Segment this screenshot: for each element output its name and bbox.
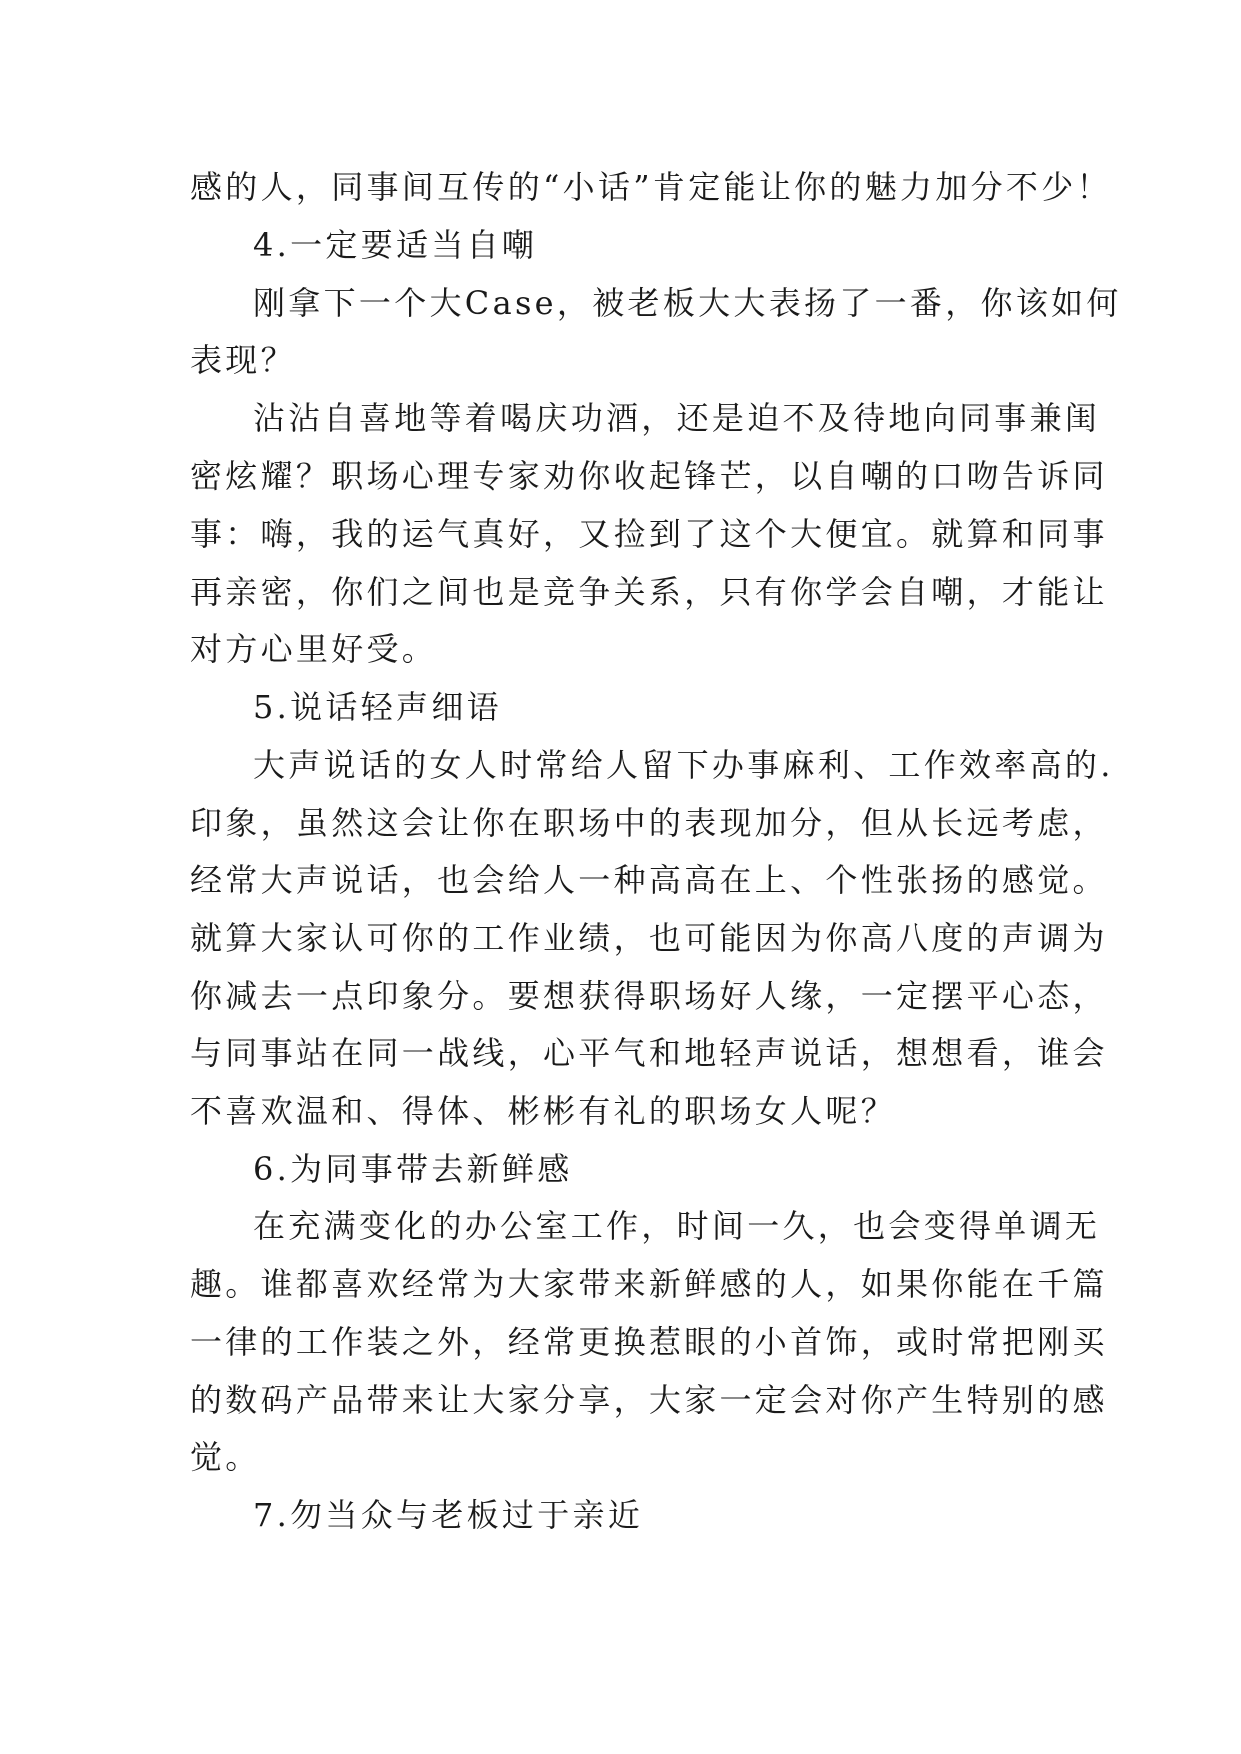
section-heading: 6.为同事带去新鲜感 — [253, 1150, 573, 1188]
paragraph-line: 再亲密，你们之间也是竞争关系，只有你学会自嘲，才能让 — [190, 573, 1108, 611]
paragraph-line: 与同事站在同一战线，心平气和地轻声说话，想想看，谁会 — [190, 1034, 1108, 1072]
paragraph-line: 沾沾自喜地等着喝庆功酒，还是迫不及待地向同事兼闺 — [253, 399, 1101, 437]
paragraph-line: 表现？ — [190, 341, 296, 379]
paragraph-line: 感的人，同事间互传的“小话”肯定能让你的魅力加分不少！ — [190, 168, 1112, 206]
paragraph-line: 的数码产品带来让大家分享，大家一定会对你产生特别的感 — [190, 1381, 1108, 1419]
section-heading: 5.说话轻声细语 — [253, 688, 502, 726]
paragraph-line: 不喜欢温和、得体、彬彬有礼的职场女人呢？ — [190, 1092, 897, 1130]
paragraph-line: 经常大声说话，也会给人一种高高在上、个性张扬的感觉。 — [190, 861, 1108, 899]
paragraph-line: 觉。 — [190, 1438, 261, 1476]
paragraph-line: 在充满变化的办公室工作，时间一久，也会变得单调无 — [253, 1207, 1101, 1245]
paragraph-line: 印象，虽然这会让你在职场中的表现加分，但从长远考虑， — [190, 804, 1108, 842]
section-heading: 7.勿当众与老板过于亲近 — [253, 1496, 644, 1534]
paragraph-line: 对方心里好受。 — [190, 630, 438, 668]
paragraph-line: 事：嗨，我的运气真好，又捡到了这个大便宜。就算和同事 — [190, 515, 1108, 553]
paragraph-line: 刚拿下一个大Case，被老板大大表扬了一番，你该如何 — [253, 284, 1122, 322]
paragraph-line: 你减去一点印象分。要想获得职场好人缘，一定摆平心态， — [190, 977, 1108, 1015]
paragraph-line: 大声说话的女人时常给人留下办事麻利、工作效率高的. — [253, 746, 1114, 784]
paragraph-line: 一律的工作装之外，经常更换惹眼的小首饰，或时常把刚买 — [190, 1323, 1108, 1361]
paragraph-line: 趣。谁都喜欢经常为大家带来新鲜感的人，如果你能在千篇 — [190, 1265, 1108, 1303]
section-heading: 4.一定要适当自嘲 — [253, 226, 538, 264]
paragraph-line: 就算大家认可你的工作业绩，也可能因为你高八度的声调为 — [190, 919, 1108, 957]
paragraph-line: 密炫耀？职场心理专家劝你收起锋芒，以自嘲的口吻告诉同 — [190, 457, 1108, 495]
